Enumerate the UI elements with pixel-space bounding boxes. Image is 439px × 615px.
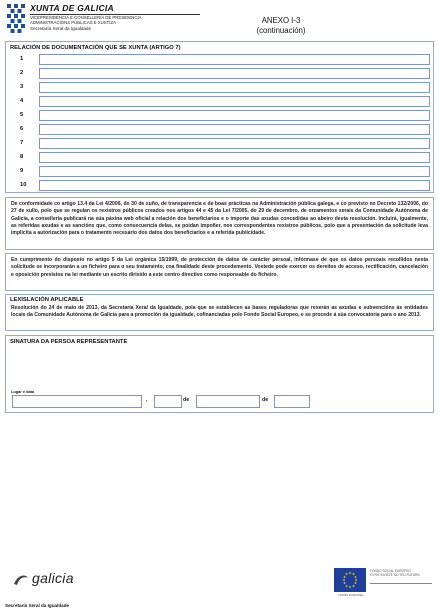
document-row-number: 9 <box>20 168 24 174</box>
year-field[interactable] <box>274 395 310 408</box>
document-row-number: 7 <box>20 140 24 146</box>
eu-label: UNIÓN EUROPEA <box>338 593 364 597</box>
publicity-notice <box>5 197 434 250</box>
fse-line-2: O FSE INVISTE NO TEU FUTURO <box>370 573 420 578</box>
document-row <box>12 152 430 163</box>
document-field[interactable] <box>39 152 430 163</box>
month-field[interactable] <box>196 395 260 408</box>
day-field[interactable] <box>154 395 182 408</box>
document-row <box>12 166 430 177</box>
documentation-title: RELACIÓN DE DOCUMENTACIÓN QUE SE XUNTA (ARTIGO 7) <box>10 45 181 51</box>
document-row <box>12 180 430 191</box>
document-row <box>12 138 430 149</box>
galicia-swirl-icon <box>12 572 30 588</box>
document-field[interactable] <box>39 138 430 149</box>
document-row <box>12 124 430 135</box>
place-field[interactable] <box>12 395 142 408</box>
documentation-section <box>5 41 434 193</box>
document-row <box>12 68 430 79</box>
galicia-logo-text: galicia <box>32 570 74 586</box>
galicia-logo <box>12 570 82 592</box>
document-row-number: 10 <box>20 182 27 188</box>
annex-title: ANEXO I-3 <box>261 16 301 25</box>
document-field[interactable] <box>39 166 430 177</box>
annex-heading <box>236 16 326 36</box>
document-field[interactable] <box>39 68 430 79</box>
document-field[interactable] <box>39 82 430 93</box>
document-row-number: 5 <box>20 112 24 118</box>
fse-divider <box>370 583 432 586</box>
fse-caption <box>370 569 432 577</box>
signature-title: SINATURA DA PERSOA REPRESENTANTE <box>10 339 128 345</box>
annex-subtitle: (continuación) <box>256 26 306 35</box>
place-date-label: Lugar e data <box>11 389 35 394</box>
document-row-number: 1 <box>20 56 24 62</box>
document-row-number: 3 <box>20 84 24 90</box>
org-title: XUNTA DE GALICIA <box>30 4 200 15</box>
eu-flag-icon <box>334 568 366 592</box>
org-line-3: Secretaría Xeral da Igualdade <box>30 25 92 31</box>
legislation-section <box>5 294 434 331</box>
document-row-number: 6 <box>20 126 24 132</box>
footer-department: Secretaría Xeral da Igualdade <box>5 603 70 608</box>
org-line-2: ADMINISTRACIÓNS PÚBLICAS E XUSTIZA <box>30 20 116 26</box>
document-row-number: 4 <box>20 98 24 104</box>
document-field[interactable] <box>39 110 430 121</box>
xunta-logo-icon <box>6 3 26 37</box>
data-protection-text: En cumprimento do disposto no artigo 5 da Lei orgánica 15/1999, de protección de datos de carácter persoal, infórmase de que os datos persoais recollidos nesta solicitude se incorporarán a un ficheiro para o seu tratamento, coa finalidade deste procedemento. Vostede pode exercer os dereitos de acceso, rectificación, cancelación e oposición previstos na lei mediante un escrito dirixido a este centro directivo como responsable do ficheiro. <box>11 257 428 278</box>
fse-line-1: FONDO SOCIAL EUROPEO <box>370 569 411 573</box>
header <box>6 3 434 37</box>
document-field[interactable] <box>39 180 430 191</box>
separator-de-2: de <box>262 397 269 403</box>
separator-de-1: de <box>183 397 190 403</box>
organization-block <box>30 4 200 31</box>
document-row-number: 8 <box>20 154 24 160</box>
signature-section <box>5 335 434 413</box>
document-row-number: 2 <box>20 70 24 76</box>
data-protection-notice <box>5 253 434 291</box>
document-row <box>12 54 430 65</box>
document-row <box>12 96 430 107</box>
separator-comma: , <box>146 397 148 403</box>
org-line-1: VICEPRESIDENCIA E CONSELLERÍA DE PRESIDENCIA, <box>30 15 143 20</box>
document-field[interactable] <box>39 54 430 65</box>
document-field[interactable] <box>39 96 430 107</box>
document-row <box>12 82 430 93</box>
document-field[interactable] <box>39 124 430 135</box>
legislation-title: LEXISLACIÓN APLICABLE <box>10 297 84 303</box>
legislation-text: Resolución do 24 de maio de 2013, da Secretaría Xeral da Igualdade, pola que se establecen as bases reguladoras que rexerán as axudas e subvencións ás entidades locais da Comunidade Autónoma de Galicia para a promoción da igualdade, cofinanciadas polo Fondo Social Europeo, e se procede á súa convocatoria para o ano 2013. <box>11 305 428 319</box>
document-row <box>12 110 430 121</box>
publicity-notice-text: De conformidade co artigo 13.4 da Lei 4/2006, do 30 de xuño, de transparencia e de boas prácticas na Administración pública galega, e co previsto no Decreto 132/2006, do 27 de xullo, polo que se regulan os rexistros públicos creados nos artigos 44 e 45 da Lei 7/2005, do 29 de decembro, de orzamentos xerais da Comunidade Autónoma de Galicia, a consellería publicará na súa páxina web oficial a relación dos beneficiarios e o importe das axudas concedidas ao abeiro desta resolución. Incluirá, igualmente, as referidas axudas e as sancións que, como consecuencia delas, se poidan impoñer, nos correspondentes rexistros públicos, polo que a presentación da solicitude leva implícita a autorización para o tratamento necesario dos datos dos beneficiarios e a referida publicidade. <box>11 201 428 237</box>
